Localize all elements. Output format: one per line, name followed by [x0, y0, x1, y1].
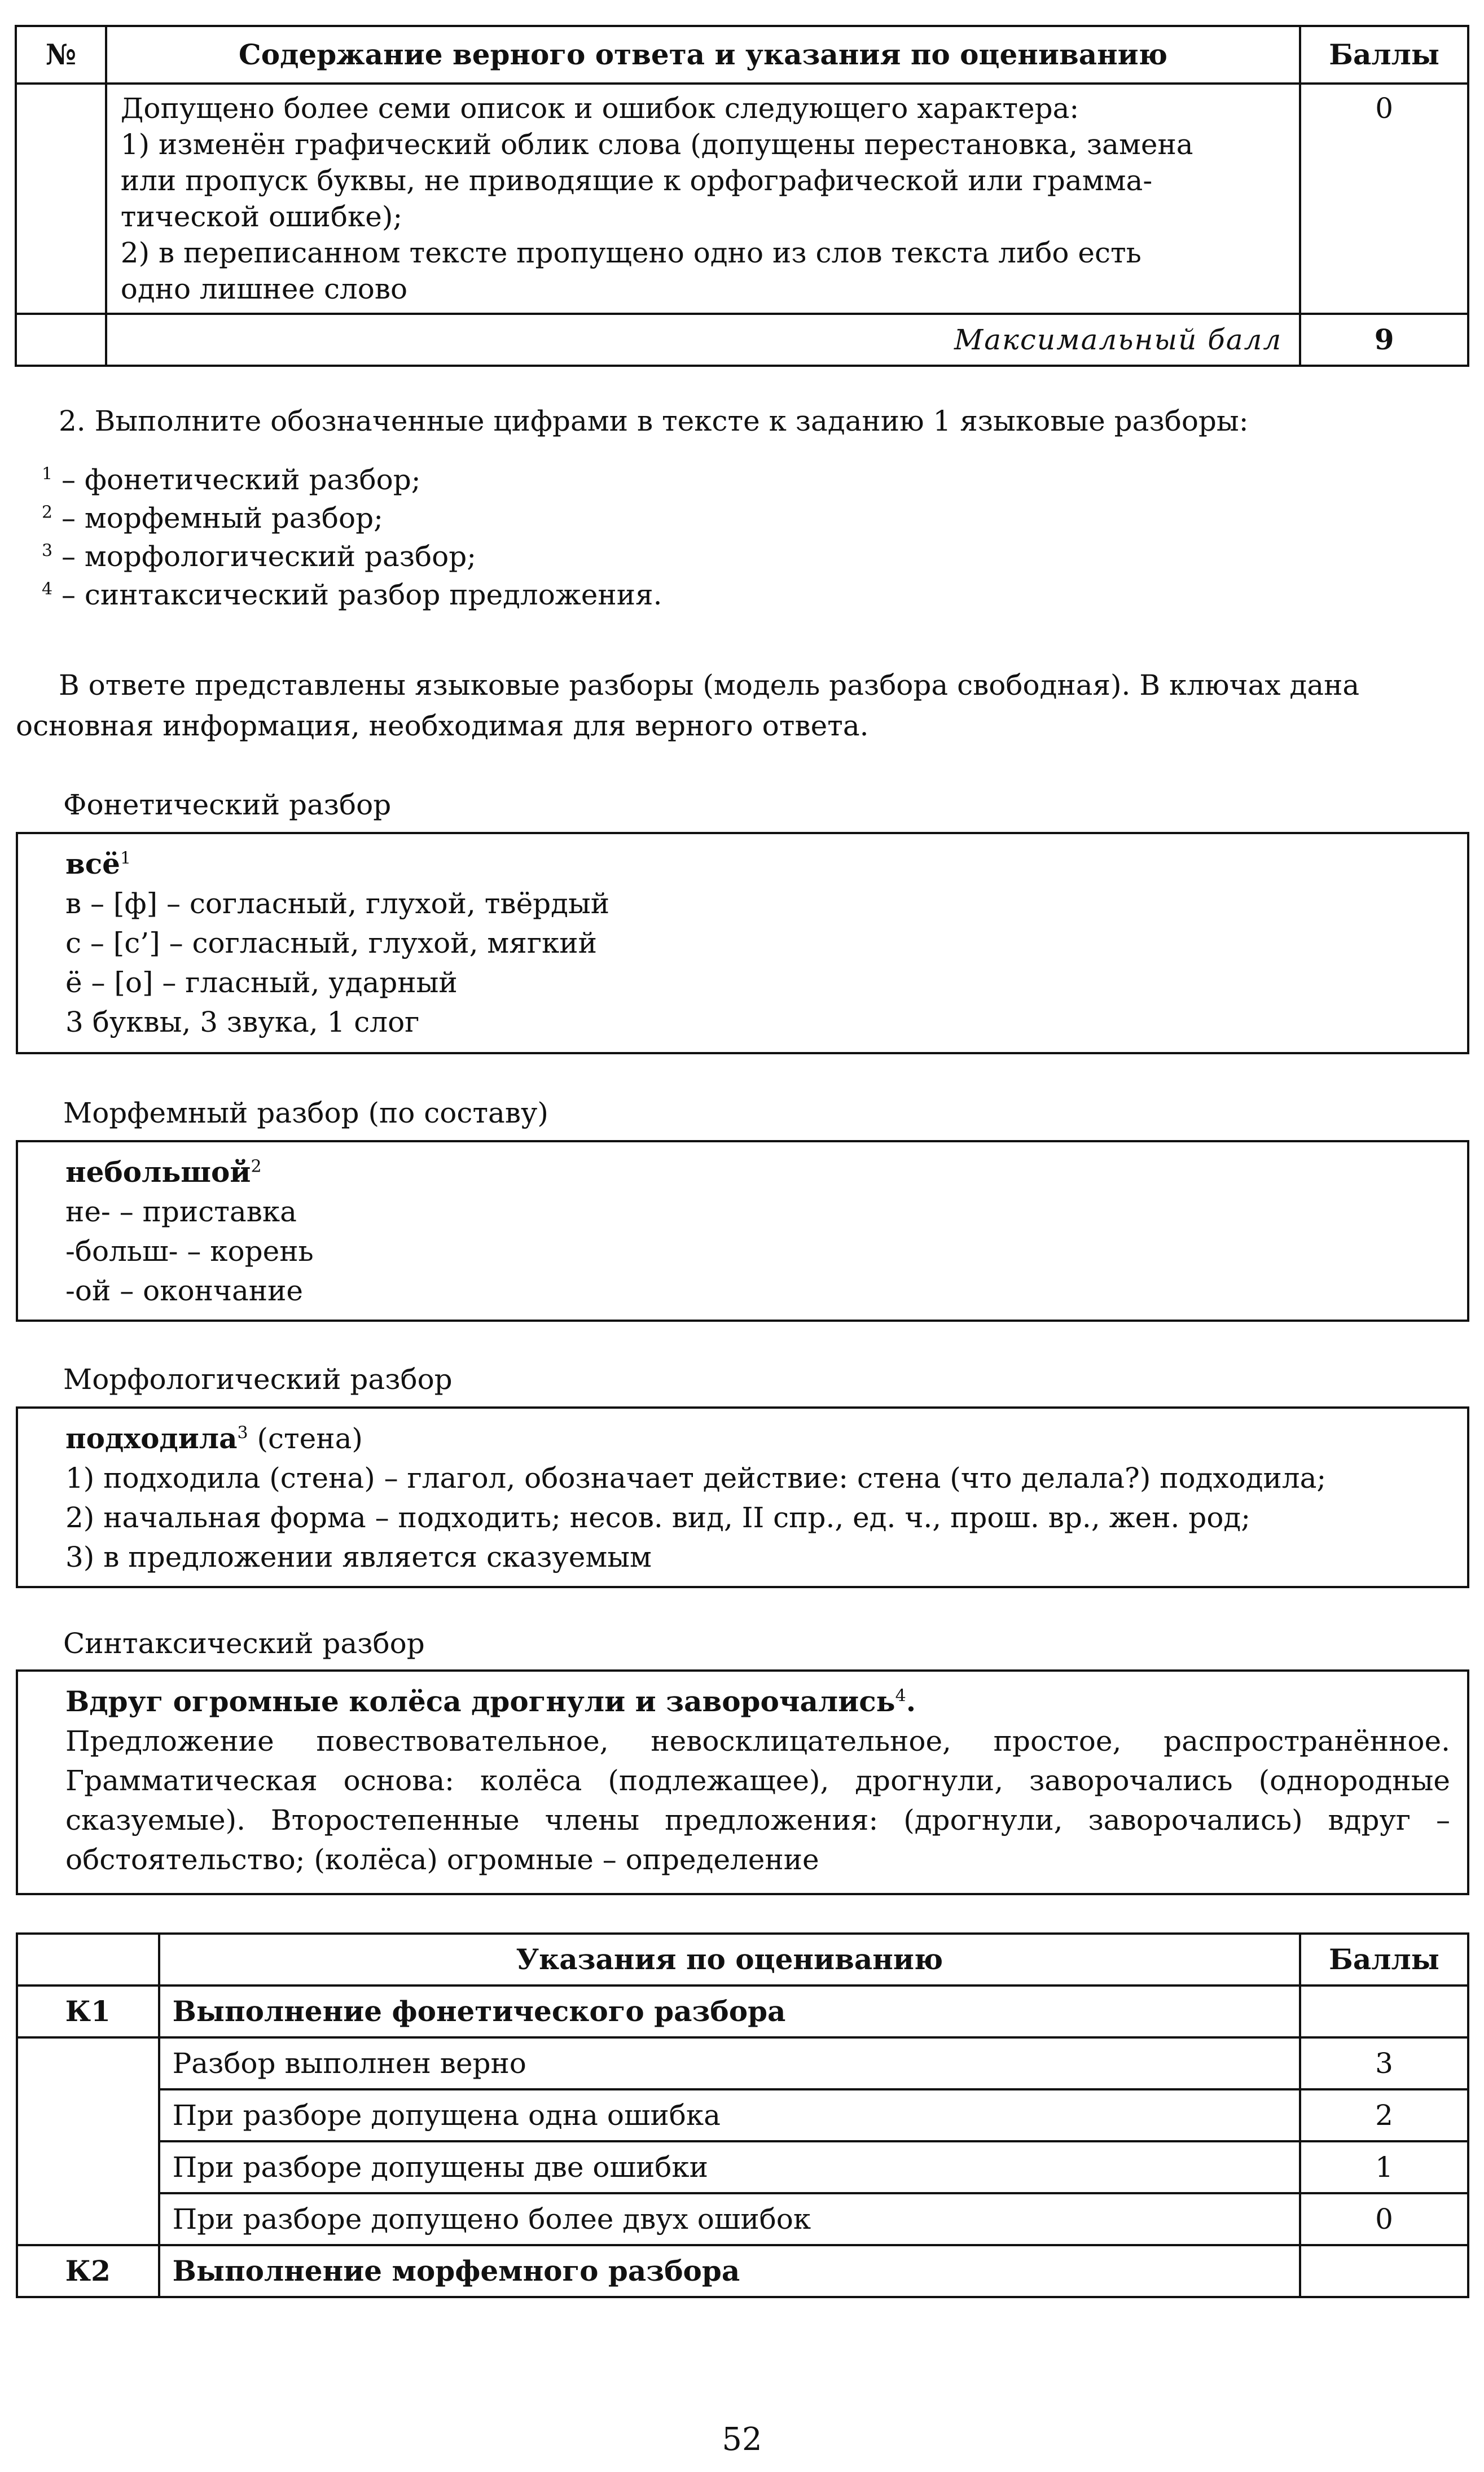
max-score-row: [16, 314, 1468, 366]
row-line: тической ошибке);: [120, 200, 403, 233]
criterion-points: [1300, 1986, 1468, 2037]
task2-item: $^2$ – морфемный разбор;: [42, 502, 383, 534]
criterion-text: Разбор выполнен верно: [159, 2037, 1301, 2089]
phonetic-line: ё – [о] – гласный, ударный: [65, 966, 458, 999]
phonetic-line: 3 буквы, 3 звука, 1 слог: [65, 1006, 420, 1038]
syntactic-box: [16, 1669, 1469, 1895]
morphological-heading: Морфологический разбор: [63, 1363, 453, 1396]
task2-note-line: В ответе представлены языковые разборы (модель разбора свободная). В ключах дана: [59, 669, 1360, 702]
phonetic-line: в – [ф] – согласный, глухой, твёрдый: [65, 887, 610, 920]
phonetic-line: с – [с’] – согласный, глухой, мягкий: [65, 927, 597, 959]
criterion-code: К1: [17, 1986, 159, 2037]
criterion-code: К2: [17, 2245, 159, 2297]
syntactic-line: Предложение повествовательное, невосклицательное, простое, распространённое.: [65, 1725, 1450, 1757]
table-row: [17, 2037, 1468, 2089]
syntactic-line: Грамматическая основа: колёса (подлежащее), дрогнули, заворочались (однородные: [65, 1764, 1450, 1797]
header-number: №: [16, 26, 106, 84]
row-line: 1) изменён графический облик слова (допущены перестановка, замена: [120, 128, 1193, 161]
criterion-points: 3: [1300, 2037, 1468, 2089]
row-line: Допущено более семи описок и ошибок следующего характера:: [120, 92, 1079, 125]
morphemic-word: небольшой$^2$: [65, 1155, 262, 1189]
criterion-text: Выполнение фонетического разбора: [159, 1986, 1301, 2037]
table-row: [17, 2245, 1468, 2297]
criterion-points: [1300, 2245, 1468, 2297]
max-empty-cell: [16, 314, 106, 366]
table-row: [17, 2193, 1468, 2245]
criterion-text: При разборе допущено более двух ошибок: [159, 2193, 1301, 2245]
phonetic-word: всё$^1$: [65, 847, 131, 880]
morphemic-line: -ой – окончание: [65, 1274, 303, 1307]
task2-item: $^3$ – морфологический разбор;: [42, 540, 477, 573]
table-row: [16, 84, 1468, 314]
syntactic-line: сказуемые). Второстепенные члены предложения: (дрогнули, заворочались) вдруг –: [65, 1804, 1450, 1837]
table-row: [17, 1986, 1468, 2037]
max-score-label: Максимальный балл: [106, 314, 1300, 366]
header-code: [17, 1934, 159, 1986]
criterion-points: 2: [1300, 2089, 1468, 2141]
task2-item: $^1$ – фонетический разбор;: [42, 463, 421, 496]
syntactic-heading: Синтаксический разбор: [63, 1627, 425, 1660]
task2-item: $^4$ – синтаксический разбор предложения.: [42, 578, 662, 611]
syntactic-line: обстоятельство; (колёса) огромные – определение: [65, 1843, 819, 1876]
table-header-row: [16, 26, 1468, 84]
syntactic-sentence: Вдруг огромные колёса дрогнули и заворочались$^4$.: [65, 1685, 916, 1718]
criterion-code: [17, 2037, 159, 2245]
morphemic-heading: Морфемный разбор (по составу): [63, 1097, 548, 1129]
task2-note-line: основная информация, необходимая для верного ответа.: [16, 709, 869, 742]
row-number-cell: [16, 84, 106, 314]
grading-table-top: [15, 25, 1469, 367]
header-content: Указания по оцениванию: [159, 1934, 1301, 1986]
page-number: 52: [722, 2421, 762, 2458]
morphological-box: [16, 1406, 1469, 1588]
row-points-cell: 0: [1300, 84, 1468, 314]
task2-title: 2. Выполните обозначенные цифрами в тексте к заданию 1 языковые разборы:: [59, 405, 1249, 437]
criteria-table: [16, 1932, 1469, 2298]
morphemic-box: [16, 1140, 1469, 1322]
phonetic-box: [16, 832, 1469, 1054]
criterion-text: Выполнение морфемного разбора: [159, 2245, 1301, 2297]
header-points: Баллы: [1300, 1934, 1468, 1986]
morphological-word: подходила$^3$ (стена): [65, 1422, 363, 1455]
criterion-text: При разборе допущены две ошибки: [159, 2141, 1301, 2193]
criterion-points: 1: [1300, 2141, 1468, 2193]
table-row: [17, 2089, 1468, 2141]
row-content-cell: [106, 84, 1300, 314]
morphological-line: 1) подходила (стена) – глагол, обозначает действие: стена (что делала?) подходила;: [65, 1462, 1327, 1494]
header-content: Содержание верного ответа и указания по оцениванию: [106, 26, 1300, 84]
row-line: или пропуск буквы, не приводящие к орфографической или грамма-: [120, 164, 1153, 197]
criterion-text: При разборе допущена одна ошибка: [159, 2089, 1301, 2141]
criterion-points: 0: [1300, 2193, 1468, 2245]
max-score-value: 9: [1300, 314, 1468, 366]
table-header-row: [17, 1934, 1468, 1986]
row-line: одно лишнее слово: [120, 273, 408, 305]
table-row: [17, 2141, 1468, 2193]
morphological-line: 3) в предложении является сказуемым: [65, 1541, 652, 1574]
morphological-line: 2) начальная форма – подходить; несов. вид, II спр., ед. ч., прош. вр., жен. род;: [65, 1501, 1251, 1534]
header-points: Баллы: [1300, 26, 1468, 84]
phonetic-heading: Фонетический разбор: [63, 788, 392, 821]
row-line: 2) в переписанном тексте пропущено одно из слов текста либо есть: [120, 236, 1141, 269]
morphemic-line: не- – приставка: [65, 1195, 297, 1228]
morphemic-line: -больш- – корень: [65, 1235, 314, 1268]
